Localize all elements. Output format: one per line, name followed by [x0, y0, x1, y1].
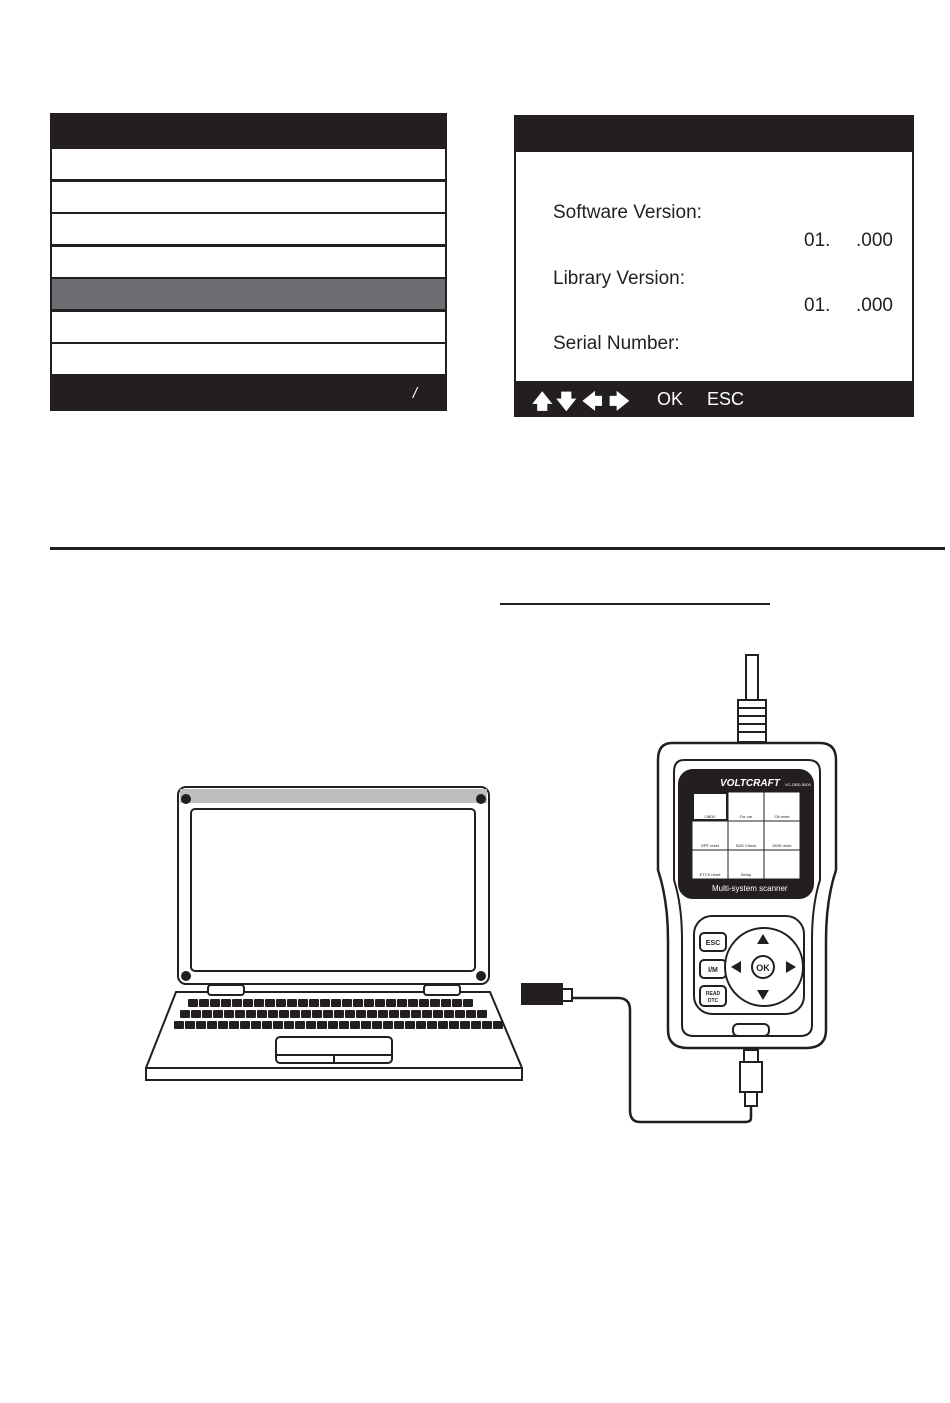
keyboard-key [405, 1021, 415, 1029]
keyboard-key [361, 1021, 371, 1029]
scanner-caption: Multi-system scanner [712, 884, 788, 893]
scanner-brand: VOLTCRAFT [720, 778, 780, 789]
keyboard-key [372, 1021, 382, 1029]
software-version-minor: .000 [856, 230, 893, 251]
tile-sas-check[interactable]: SAS Check [735, 843, 757, 848]
software-version-label: Software Version: [553, 202, 702, 223]
keyboard-key [430, 999, 440, 1007]
scanner-ok-key[interactable]: OK [756, 963, 770, 973]
keyboard-key [328, 1021, 338, 1029]
keyboard-key [419, 999, 429, 1007]
tile-etcs-reset[interactable]: ETCS reset [699, 872, 721, 877]
keyboard-key [240, 1021, 250, 1029]
keyboard-key [262, 1021, 272, 1029]
arrow-right-icon[interactable]: 🡆 [609, 391, 630, 413]
esc-key-label[interactable]: ESC [707, 389, 745, 409]
keyboard-key [188, 999, 198, 1007]
keyboard-key [268, 1010, 278, 1018]
page-indicator: / [412, 385, 417, 402]
keyboard-key [224, 1010, 234, 1018]
keyboard-key [320, 999, 330, 1007]
keyboard-key [471, 1021, 481, 1029]
tile-for-car[interactable]: For car [739, 814, 753, 819]
keyboard-key [284, 1021, 294, 1029]
keyboard-key [276, 999, 286, 1007]
tile-dpf-reset[interactable]: DPF reset [700, 843, 720, 848]
keyboard-key [427, 1021, 437, 1029]
keyboard-key [180, 1010, 190, 1018]
keyboard-key [375, 999, 385, 1007]
keyboard-key [309, 999, 319, 1007]
keyboard-key [422, 1010, 432, 1018]
arrow-left-icon[interactable]: 🡄 [582, 391, 603, 413]
keyboard-key [185, 1021, 195, 1029]
keyboard-key [394, 1021, 404, 1029]
keyboard-key [251, 1021, 261, 1029]
keyboard-key [389, 1010, 399, 1018]
keyboard-key [342, 999, 352, 1007]
keyboard-key [312, 1010, 322, 1018]
ok-key-label[interactable]: OK [657, 389, 684, 409]
keyboard-key [345, 1010, 355, 1018]
keyboard-key [334, 1010, 344, 1018]
keyboard-key [232, 999, 242, 1007]
keyboard-key [279, 1010, 289, 1018]
keyboard-key [339, 1021, 349, 1029]
keyboard-key [199, 999, 209, 1007]
keyboard-key [257, 1010, 267, 1018]
keyboard-key [243, 999, 253, 1007]
arrow-up-icon[interactable]: 🡅 [532, 391, 553, 413]
keyboard-key [287, 999, 297, 1007]
arrow-down-icon[interactable]: 🡇 [556, 391, 577, 413]
keyboard-key [441, 999, 451, 1007]
laptop-lid [178, 787, 489, 984]
keyboard-key [229, 1021, 239, 1029]
keyboard-key [202, 1010, 212, 1018]
scanner-model: VC-OBD-5000 [785, 782, 811, 787]
keyboard-key [191, 1010, 201, 1018]
library-version-minor: .000 [856, 295, 893, 316]
tile-oil-reset[interactable]: Oil reset [774, 814, 790, 819]
keyboard-key [449, 1021, 459, 1029]
keyboard-key [298, 999, 308, 1007]
keyboard-key [444, 1010, 454, 1018]
keyboard-key [452, 999, 462, 1007]
keyboard-key [221, 999, 231, 1007]
keyboard-key [433, 1010, 443, 1018]
keyboard-key [353, 999, 363, 1007]
library-version-label: Library Version: [553, 268, 686, 289]
library-version-major: 01. [804, 295, 831, 316]
keyboard-key [397, 999, 407, 1007]
keyboard-key [400, 1010, 410, 1018]
keyboard-key [235, 1010, 245, 1018]
keyboard-key [455, 1010, 465, 1018]
keyboard-key [411, 1010, 421, 1018]
keyboard-key [210, 999, 220, 1007]
keyboard-key [350, 1021, 360, 1029]
tile-setup[interactable]: Setup [740, 872, 752, 877]
keyboard-key [364, 999, 374, 1007]
keyboard-key [378, 1010, 388, 1018]
keyboard-key [196, 1021, 206, 1029]
serial-number-label: Serial Number: [553, 333, 680, 354]
keyboard-key [482, 1021, 492, 1029]
scanner-im-key[interactable]: I/M [708, 967, 718, 974]
keyboard-key [383, 1021, 393, 1029]
scanner-read-key[interactable]: READ [705, 991, 721, 997]
tile-obd2[interactable]: OBDII [704, 814, 716, 819]
keyboard-key [331, 999, 341, 1007]
keyboard-key [460, 1021, 470, 1029]
keyboard-key [386, 999, 396, 1007]
scanner-dtc-key[interactable]: DTC [707, 998, 719, 1004]
keyboard-key [408, 999, 418, 1007]
tile-dms-reset[interactable]: DMS reset [772, 843, 792, 848]
keyboard-key [463, 999, 473, 1007]
keyboard-key [306, 1021, 316, 1029]
keyboard-key [438, 1021, 448, 1029]
keyboard-key [493, 1021, 503, 1029]
keyboard-key [218, 1021, 228, 1029]
keyboard-key [273, 1021, 283, 1029]
keyboard-key [317, 1021, 327, 1029]
keyboard-key [477, 1010, 487, 1018]
keyboard-key [367, 1010, 377, 1018]
keyboard-key [466, 1010, 476, 1018]
keyboard-key [265, 999, 275, 1007]
keyboard-key [254, 999, 264, 1007]
software-version-major: 01. [804, 230, 831, 251]
keyboard-key [207, 1021, 217, 1029]
keyboard-key [174, 1021, 184, 1029]
keyboard-key [246, 1010, 256, 1018]
keyboard-key [323, 1010, 333, 1018]
keyboard-key [295, 1021, 305, 1029]
keyboard-key [290, 1010, 300, 1018]
keyboard-key [416, 1021, 426, 1029]
keyboard-key [301, 1010, 311, 1018]
scanner-esc-key[interactable]: ESC [705, 940, 721, 947]
keyboard-key [213, 1010, 223, 1018]
obd-cable [738, 655, 766, 742]
keyboard-key [356, 1010, 366, 1018]
